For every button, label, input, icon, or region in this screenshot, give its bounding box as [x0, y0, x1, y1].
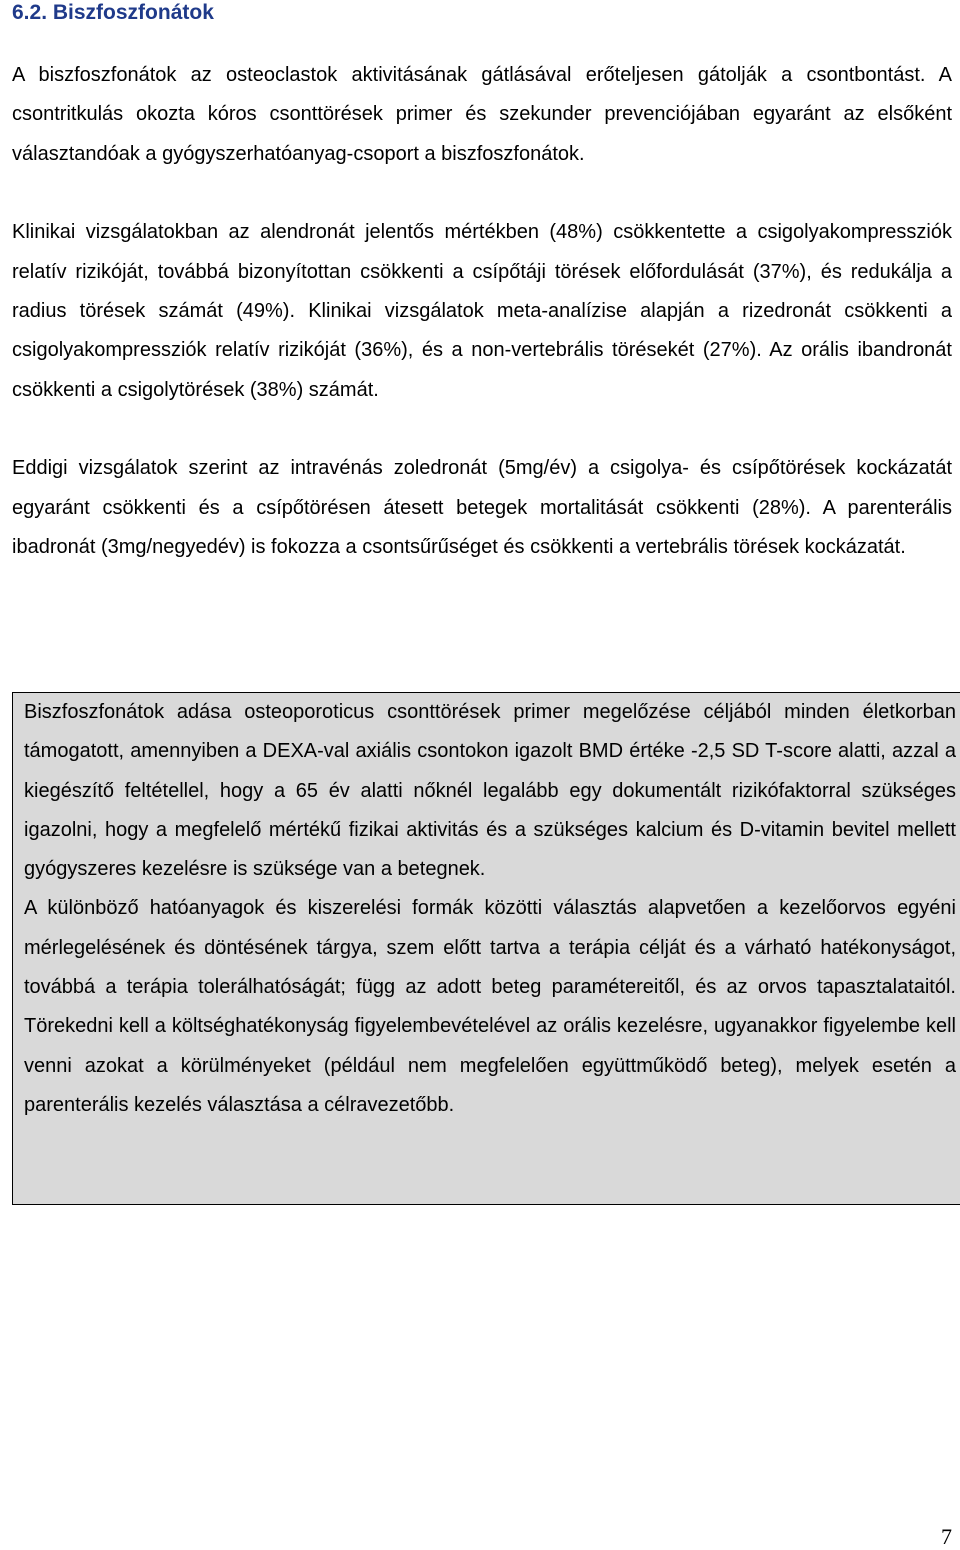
- body-paragraph-1: A biszfoszfonátok az osteoclastok aktivitásának gátlásával erőteljesen gátolják a csontbontást. A csontritkulás okozta kóros csonttörések primer és szekunder prevenciójában egyaránt az elsőként választandóak a gyógyszerhatóanyag-csoport a biszfoszfonátok.: [12, 64, 952, 165]
- body-paragraph-3: Eddigi vizsgálatok szerint az intravénás zoledronát (5mg/év) a csigolya- és csípőtörések kockázatát egyaránt csökkenti és a csípőtörésen átesett betegek mortalitását csökkenti (28%). A parenterális ibadronát (3mg/negyedév) is fokozza a csontsűrűséget és csökkenti a vertebrális törések kockázatát.: [12, 457, 952, 559]
- section-heading: 6.2. Biszfoszfonátok: [12, 1, 214, 24]
- callout-paragraph-1: Biszfoszfonátok adása osteoporoticus csonttörések primer megelőzése céljából minden életkorban támogatott, amennyiben a DEXA-val axiális csontokon igazolt BMD értéke -2,5 SD T-score alatti, azzal a kiegészítő feltétellel, hogy a 65 év alatti nőknél legalább egy dokumentált rizikófaktorral szükséges igazolni, hogy a megfelelő mértékű fizikai aktivitás és a szükséges kalcium és D-vitamin bevitel mellett gyógyszeres kezelésre is szüksége van a betegnek.: [24, 701, 956, 881]
- document-page: [12, 0, 956, 1116]
- highlight-box: [12, 692, 960, 1205]
- callout-paragraph-2: A különböző hatóanyagok és kiszerelési formák közötti választás alapvetően a kezelőorvos egyéni mérlegelésének és döntésének tárgya, szem előtt tartva a terápia célját és a várható hatékonyságot, továbbá a terápia tolerálhatóságát; függ az adott beteg paramétereitől, és az orvos tapasztalataitól. Törekedni kell a költséghatékonyság figyelembevételével az orális kezelésre, ugyanakkor figyelembe kell venni azokat a körülményeket (például nem megfelelően együttműködő beteg), melyek esetén a parenterális kezelés választása a célravezetőbb.: [24, 897, 956, 1116]
- body-paragraph-2: Klinikai vizsgálatokban az alendronát jelentős mértékben (48%) csökkentette a csigolyakompressziók relatív rizikóját, továbbá bizonyítottan csökkenti a csípőtáji törések előfordulását (37%), és redukálja a radius törések számát (49%). Klinikai vizsgálatok meta-analízise alapján a rizedronát csökkenti a csigolyakompressziók relatív rizikóját (36%), és a non-vertebrális törésekét (27%). Az orális ibandronát csökkenti a csigolytörések (38%) számát.: [12, 221, 952, 401]
- page-number: 7: [941, 1524, 952, 1549]
